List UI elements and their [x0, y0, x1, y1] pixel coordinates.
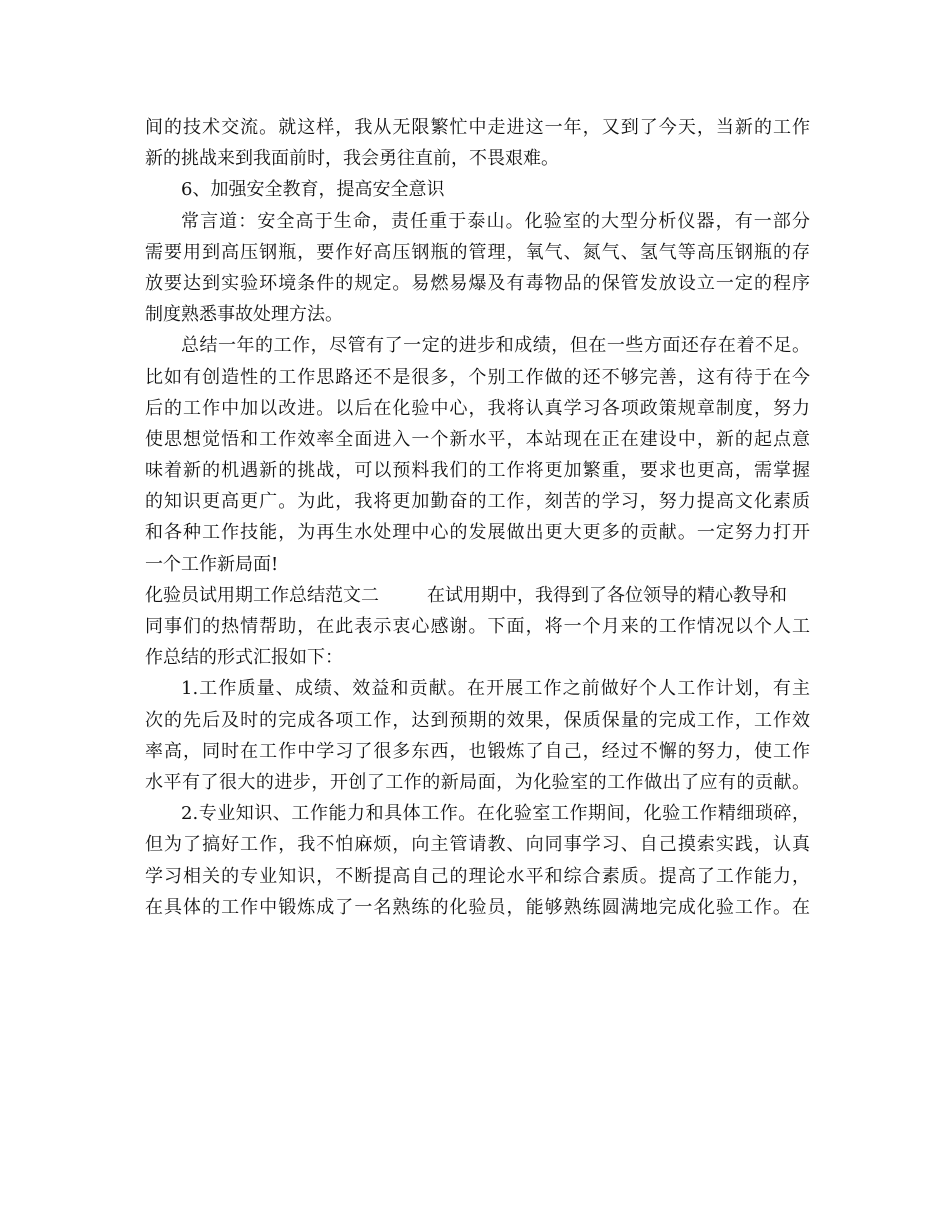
document-body [145, 112, 810, 923]
text-line: 后的工作中加以改进。以后在化验中心，我将认真学习各项政策规章制度，努力 [145, 397, 810, 419]
text-line: 总结一年的工作，尽管有了一定的进步和成绩，但在一些方面还存在着不足。 [181, 335, 810, 357]
text-line: 学习相关的专业知识，不断提高自己的理论水平和综合素质。提高了工作能力， [145, 865, 810, 887]
text-line: 1.工作质量、成绩、效益和贡献。在开展工作之前做好个人工作计划，有主 [181, 678, 810, 700]
text-line: 但为了搞好工作，我不怕麻烦，向主管请教、向同事学习、自己摸索实践，认真 [145, 834, 810, 856]
text-line: 使思想觉悟和工作效率全面进入一个新水平，本站现在正在建设中，新的起点意 [145, 428, 810, 450]
article-title: 化验员试用期工作总结范文二 [145, 584, 379, 606]
article-title-line [145, 580, 810, 611]
text-line: 需要用到高压钢瓶，要作好高压钢瓶的管理，氧气、氮气、氢气等高压钢瓶的存 [145, 241, 810, 263]
text-line: 的知识更高更广。为此，我将更加勤奋的工作，刻苦的学习，努力提高文化素质 [145, 491, 810, 513]
text-line: 和各种工作技能，为再生水处理中心的发展做出更大更多的贡献。一定努力打开 [145, 522, 810, 544]
text-line: 作总结的形式汇报如下： [145, 647, 343, 669]
text-line: 放要达到实验环境条件的规定。易燃易爆及有毒物品的保管发放设立一定的程序 [145, 272, 810, 294]
text-line: 率高，同时在工作中学习了很多东西，也锻炼了自己，经过不懈的努力，使工作 [145, 740, 810, 762]
text-line: 比如有创造性的工作思路还不是很多，个别工作做的还不够完善，这有待于在今 [145, 366, 810, 388]
text-line: 水平有了很大的进步，开创了工作的新局面，为化验室的工作做出了应有的贡献。 [145, 771, 810, 793]
text-line: 一个工作新局面! [145, 553, 279, 575]
text-line: 常言道：安全高于生命，责任重于泰山。化验室的大型分析仪器，有一部分 [181, 210, 810, 232]
text-line: 制度熟悉事故处理方法。 [145, 304, 343, 326]
text-line: 味着新的机遇新的挑战，可以预料我们的工作将更加繁重，要求也更高，需掌握 [145, 460, 810, 482]
section-heading: 6、加强安全教育，提高安全意识 [181, 179, 445, 201]
text-line: 新的挑战来到我面前时，我会勇往直前，不畏艰难。 [145, 148, 559, 170]
text-line: 次的先后及时的完成各项工作，达到预期的效果，保质保量的完成工作，工作效 [145, 709, 810, 731]
text-line: 间的技术交流。就这样，我从无限繁忙中走进这一年，又到了今天，当新的工作 [145, 117, 810, 138]
text-line: 在试用期中，我得到了各位领导的精心教导和 [427, 584, 787, 606]
text-line: 同事们的热情帮助，在此表示衷心感谢。下面，将一个月来的工作情况以个人工 [145, 616, 810, 637]
text-line: 2.专业知识、工作能力和具体工作。在化验室工作期间，化验工作精细琐碎， [181, 803, 810, 825]
text-line: 在具体的工作中锻炼成了一名熟练的化验员，能够熟练圆满地完成化验工作。在 [145, 896, 810, 918]
